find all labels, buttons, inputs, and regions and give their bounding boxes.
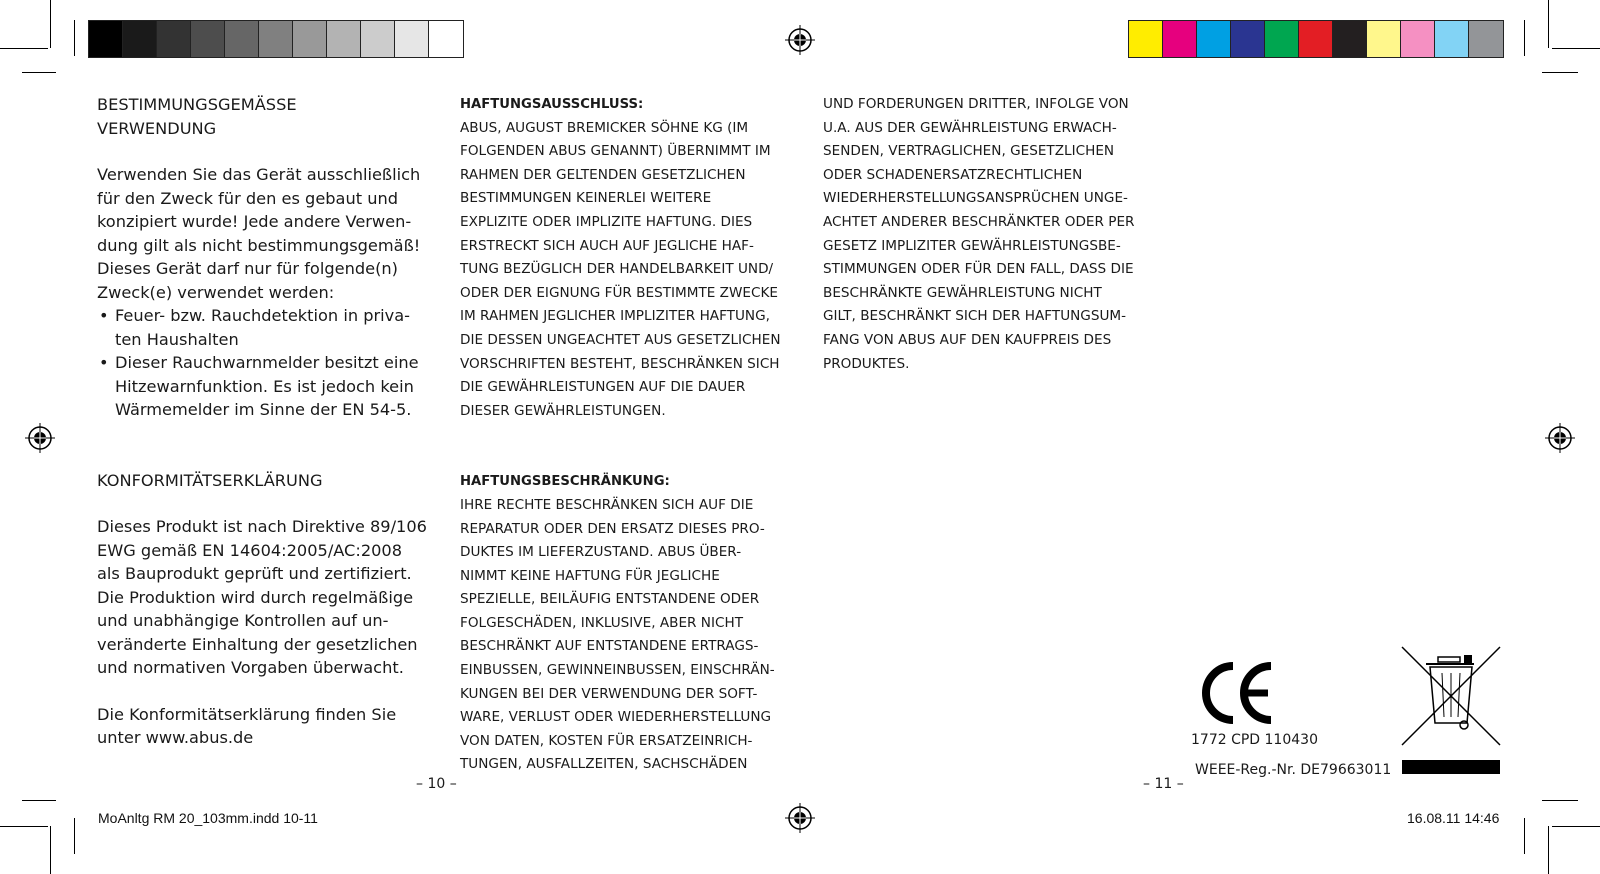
page-number-left: – 10 – bbox=[416, 776, 457, 792]
intended-use-list bbox=[97, 304, 417, 422]
color-swatch bbox=[1197, 21, 1231, 57]
color-swatch bbox=[1231, 21, 1265, 57]
crop-mark bbox=[50, 0, 51, 48]
section-heading-disclaimer: HAFTUNGSAUSSCHLUSS: bbox=[460, 97, 644, 112]
crop-mark bbox=[1524, 818, 1525, 854]
crop-mark bbox=[22, 72, 56, 73]
ce-mark-icon bbox=[1200, 660, 1280, 726]
weee-registration-number: WEEE-Reg.-Nr. DE79663011 bbox=[1195, 762, 1392, 778]
gray-swatch bbox=[395, 21, 429, 57]
crop-mark bbox=[0, 826, 48, 827]
middle-column bbox=[460, 93, 781, 777]
color-swatch bbox=[1435, 21, 1469, 57]
crop-mark bbox=[1548, 0, 1549, 48]
gray-swatch bbox=[429, 21, 463, 57]
crossed-out-bin-icon bbox=[1400, 645, 1502, 775]
color-bar bbox=[1128, 20, 1504, 58]
left-column bbox=[97, 93, 427, 750]
crop-mark bbox=[1542, 72, 1578, 73]
color-swatch bbox=[1469, 21, 1503, 57]
crop-mark bbox=[1552, 826, 1600, 827]
gray-swatch bbox=[327, 21, 361, 57]
gray-swatch bbox=[259, 21, 293, 57]
intended-use-paragraph: Verwenden Sie das Gerät ausschließlich für den Zweck für den es gebaut und konzipiert wurde! Jede andere Verwen- dung gilt als nicht bestimmungsgemäß! Dieses Gerät darf nur für folgende(n) Zweck(e) verwendet werden: bbox=[97, 165, 421, 302]
color-swatch bbox=[1163, 21, 1197, 57]
grayscale-bar bbox=[88, 20, 464, 58]
color-swatch bbox=[1299, 21, 1333, 57]
section-heading-conformity: KONFORMITÄTSERKLÄRUNG bbox=[97, 470, 323, 490]
gray-swatch bbox=[191, 21, 225, 57]
gray-swatch bbox=[157, 21, 191, 57]
slug-file-name: MoAnltg RM 20_103mm.indd 10-11 bbox=[98, 810, 318, 826]
gray-swatch bbox=[123, 21, 157, 57]
crop-mark bbox=[0, 48, 48, 49]
slug-date-time: 16.08.11 14:46 bbox=[1407, 810, 1500, 826]
list-item: • Feuer- bzw. Rauchdetektion in priva- ten Haushalten bbox=[97, 304, 417, 351]
conformity-link-paragraph: Die Konformitätserklärung finden Sie unter www.abus.de bbox=[97, 704, 397, 747]
gray-swatch bbox=[361, 21, 395, 57]
color-swatch bbox=[1129, 21, 1163, 57]
crop-mark bbox=[74, 20, 75, 56]
crop-mark bbox=[50, 826, 51, 874]
section-heading-limitation: HAFTUNGSBESCHRÄNKUNG: bbox=[460, 474, 670, 490]
registration-mark-icon bbox=[785, 25, 815, 55]
color-swatch bbox=[1265, 21, 1299, 57]
registration-mark-icon bbox=[1545, 423, 1575, 453]
registration-mark-icon bbox=[785, 803, 815, 833]
crop-mark bbox=[1524, 20, 1525, 56]
list-item: • Dieser Rauchwarnmelder besitzt eine Hitzewarnfunktion. Es ist jedoch kein Wärmemelder im Sinne der EN 54-5. bbox=[97, 351, 417, 422]
crop-mark bbox=[1548, 826, 1549, 874]
disclaimer-continuation-paragraph: UND FORDERUNGEN DRITTER, INFOLGE VON U.A. AUS DER GEWÄHRLEISTUNG ERWACH- SENDEN, VERTRAGLICHEN, GESETZLICHEN ODER SCHADENERSATZRECHTLICHEN WIEDERHERSTELLUNGSANSPRÜCHEN UNGE- ACHTET ANDERER BESCHRÄNKTER ODER PER GESETZ IMPLIZITER GEWÄHRLEISTUNGSBE- STIMMUNGEN ODER FÜR DEN FALL, DASS DIE BESCHRÄNKTE GEWÄHRLEISTUNG NICHT GILT, BESCHRÄNKT SICH DER HAFTUNGSUM- FANG VON ABUS AUF DEN KAUFPREIS DES PRODUKTES. bbox=[823, 96, 1135, 372]
right-column bbox=[823, 93, 1133, 376]
disclaimer-paragraph: ABUS, AUGUST BREMICKER SÖHNE KG (IM FOLGENDEN ABUS GENANNT) ÜBERNIMMT IM RAHMEN DER GELTENDEN GESETZLICHEN BESTIMMUNGEN KEINERLEI WEITERE EXPLIZITE ODER IMPLIZITE HAFTUNG. DIES ERSTRECKT SICH AUCH AUF JEGLICHE HAF- TUNG BEZÜGLICH DER HANDELBARKEIT UND/ ODER DER EIGNUNG FÜR BESTIMMTE ZWECKE IM RAHMEN JEGLICHER IMPLIZITER HAFTUNG, DIE DESSEN UNGEACHTET AUS GESETZLICHEN VORSCHRIFTEN BESTEHT, BESCHRÄNKEN SICH DIE GEWÄHRLEISTUNGEN AUF DIE DAUER DIESER GEWÄHRLEISTUNGEN. bbox=[460, 119, 781, 419]
crop-mark bbox=[1542, 800, 1578, 801]
gray-swatch bbox=[89, 21, 123, 57]
conformity-paragraph: Dieses Produkt ist nach Direktive 89/106 EWG gemäß EN 14604:2005/AC:2008 als Bauprodukt geprüft und zertifiziert. Die Produktion wird durch regelmäßige und unabhängige Kontrollen auf un- veränderte Einhaltung der gesetzlichen und normativen Vorgaben überwacht. bbox=[97, 517, 427, 677]
color-swatch bbox=[1333, 21, 1367, 57]
gray-swatch bbox=[225, 21, 259, 57]
limitation-paragraph: IHRE RECHTE BESCHRÄNKEN SICH AUF DIE REPARATUR ODER DEN ERSATZ DIESES PRO- DUKTES IM LIEFERZUSTAND. ABUS ÜBER- NIMMT KEINE HAFTUNG FÜR JEGLICHE SPEZIELLE, BEILÄUFIG ENTSTANDENE ODER FOLGESCHÄDEN, INKLUSIVE, ABER NICHT BESCHRÄNKT AUF ENTSTANDENE ERTRAGS- EINBUSSEN, GEWINNEINBUSSEN, EINSCHRÄN- KUNGEN BEI DER VERWENDUNG DER SOFT- WARE, VERLUST ODER WIEDERHERSTELLUNG VON DATEN, KOSTEN FÜR ERSATZEINRICH- TUNGEN, AUSFALLZEITEN, SACHSCHÄDEN bbox=[460, 496, 775, 773]
section-heading-intended-use: BESTIMMUNGSGEMÄSSE VERWENDUNG bbox=[97, 95, 297, 138]
crop-mark bbox=[22, 800, 56, 801]
crop-mark bbox=[74, 818, 75, 854]
ce-certificate-number: 1772 CPD 110430 bbox=[1191, 732, 1318, 748]
gray-swatch bbox=[293, 21, 327, 57]
page-number-right: – 11 – bbox=[1143, 776, 1184, 792]
color-swatch bbox=[1401, 21, 1435, 57]
crop-mark bbox=[1552, 48, 1600, 49]
color-swatch bbox=[1367, 21, 1401, 57]
registration-mark-icon bbox=[25, 423, 55, 453]
